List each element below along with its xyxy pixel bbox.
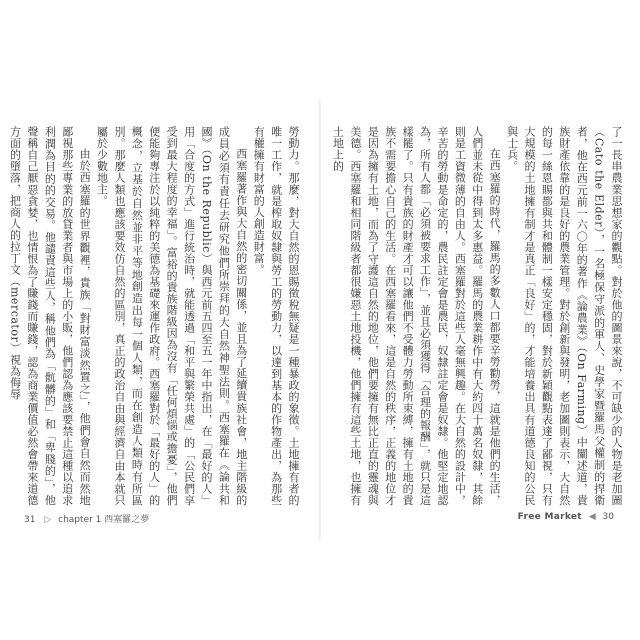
right-page-footer: [518, 512, 614, 522]
chapter-label: chapter 1: [58, 515, 102, 525]
right-paragraph-2: 在西塞羅的時代，羅馬的多數人口都要辛勞勸勞，這就是他們的生活，人們並未從中得到太多惠益。羅馬的農業耕作中有大約四十萬名奴隸，其餘則是工資微薄的自由人。西塞羅對於這些人毫無興趣。在大自然的設計中，辛苦的勞動是命定的，農民註定會是農民，奴隸註定會是奴隸。他堅定地認為，所有人都「必須被要求工作」，並且必須獲得「合理的報酬」，就只是這樣罷了。只有貴族的財產才可以讓他們不受體力勞動所束縛，擁有土地的貴族不需要擔心自己的生活。在西塞羅看來，這是自然的秩序，正義的地位才是因為擁有土地，而為了守護這自然的地位，他們要擁有無比正直的靈魂與美德。西塞羅和相同階級者都很嫌惡土地投機，他們擁有這些土地，也擁有土地上的: [331, 126, 502, 506]
left-page-body: [8, 126, 302, 506]
left-page-footer: [24, 512, 149, 525]
right-page-body: [331, 126, 625, 506]
right-paragraph-1: 了一長串農業思想家的觀點。對於他的圖景來說，不可缺少的人物是老加圖（Cato the Elder），一名極保守派的軍人、史學家暨羅馬父權制的捍衛者，他在西元前一六〇年的著作《論農業》（On Farming）中闡述道，貴族財產依靠的是良好的農業管理。對於創新與發明，老加圖則表示，大自然的每一絲恩賜都與共和體制一樣安定穩固，對於新穎觀點表達了鄙視，只有大規模的土地擁有制才是真正「良好」的，才能培養出具有道德良知的公民與士兵。: [505, 126, 623, 506]
page-arrow-icon: ◀: [588, 512, 596, 522]
book-title-label: Free Market: [517, 512, 582, 522]
left-page-number: 31: [24, 515, 36, 525]
chapter-arrow-icon: ▷: [44, 515, 52, 525]
right-page-number: 30: [602, 512, 614, 522]
left-paragraph-3: 由於西塞羅的世界觀裡，貴族「對財富淡然置之」，他們會自然而然地鄙視那些專業的放貸業者與市場上的小販，他們認為應該要禁止這種以追求利潤為目的的交易。他譴責這些人，稱他們為「骯髒的」和「卑賤的」，他聲稱自己厭惡貪婪，也情恨為了賺錢而賺錢，認為商業價值必然會帶來道德方面的墮落，把商人的拉丁文（mercator）視為侮辱: [8, 126, 92, 506]
left-paragraph-2: 西塞羅著作與大自然的密切關係，並且為了延續貴族社會，地主階級的成員必須有責任去研究他們所崇拜的大自然神聖法則。西塞羅在《論共和國》（On the Republic）與西元前五四至五一年中指出，在「最好的人」用「合度的方式」進行統治時，就能透過「和平與繁榮共處」的「公民們享受到最大程度的幸福」。富裕的貴族階級因為沒有「任何煩惱或擔憂」，他們便能夠專注於以純粹的美德為基礎來運作政府。西塞羅對於「最好的人」的概念，立基於自然並非平等地創造出每一個人類，而在創造人類時有所區別。那麼人類也應該要效仿自然的區別，真正的政治自由與經濟自由本就只屬於少數地主。: [95, 126, 248, 506]
chapter-title: 西塞羅之夢: [104, 515, 150, 525]
left-paragraph-1: 勞動力。那麼，對大自然的恩賜徵稅無疑是一種暴政的象徵。土地擁有者的唯一工作，就是榨取奴隸與勞工的勞動力，以達到基本的作物產出，為那些有權擁有財富的人創造財富。: [252, 126, 300, 506]
book-gutter: [319, 100, 321, 540]
